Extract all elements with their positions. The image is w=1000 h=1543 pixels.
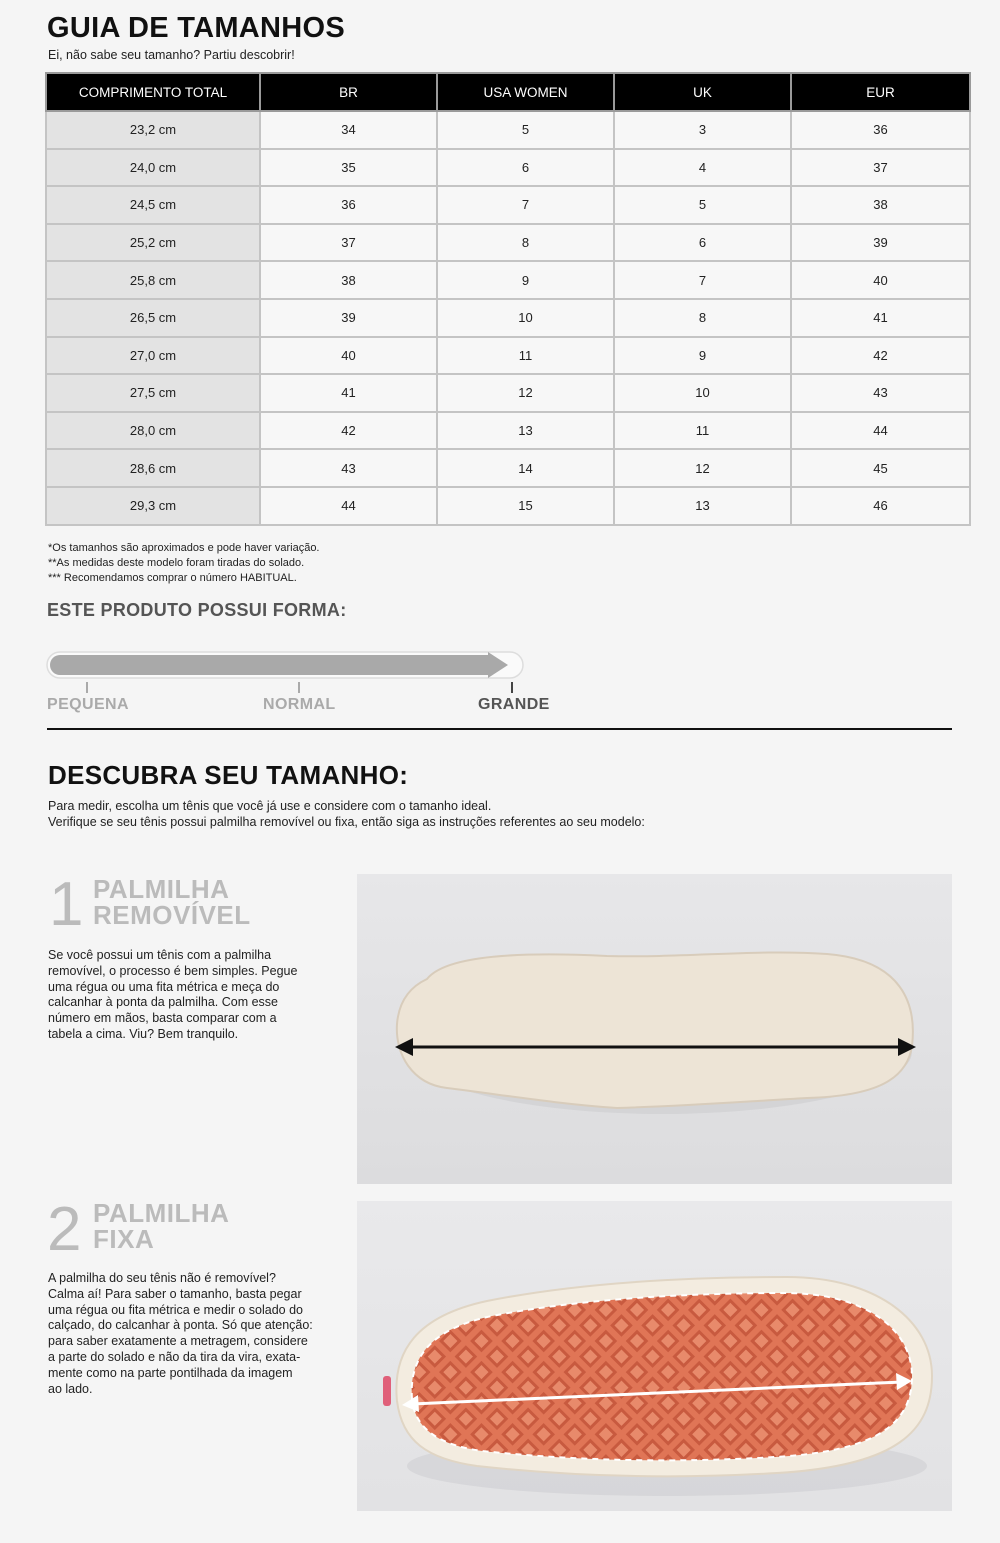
column-header-uk: UK: [614, 73, 791, 111]
cell-usa-women: 11: [437, 337, 614, 375]
note: *Os tamanhos são aproximados e pode haver variação.: [48, 542, 320, 554]
intro-line: Verifique se seu tênis possui palmilha removível ou fixa, então siga as instruções referentes ao seu modelo:: [48, 815, 645, 829]
cell-length: 26,5 cm: [46, 299, 260, 337]
cell-length: 27,0 cm: [46, 337, 260, 375]
table-row: [46, 337, 970, 375]
table-row: [46, 111, 970, 149]
size-table: [45, 72, 971, 526]
intro-line: Para medir, escolha um tênis que você já use e considere com o tamanho ideal.: [48, 799, 492, 813]
cell-uk: 7: [614, 261, 791, 299]
cell-uk: 8: [614, 299, 791, 337]
column-header-br: BR: [260, 73, 437, 111]
outsole-photo: [357, 1201, 952, 1511]
cell-eur: 43: [791, 374, 970, 412]
cell-usa-women: 6: [437, 149, 614, 187]
cell-eur: 36: [791, 111, 970, 149]
cell-br: 42: [260, 412, 437, 450]
cell-uk: 11: [614, 412, 791, 450]
cell-length: 25,8 cm: [46, 261, 260, 299]
text-line: tabela a cima. Viu? Bem tranquilo.: [48, 1026, 239, 1041]
table-row: [46, 412, 970, 450]
step-title-line: REMOVÍVEL: [93, 900, 251, 930]
table-row: [46, 487, 970, 525]
cell-usa-women: 10: [437, 299, 614, 337]
table-body: [46, 111, 970, 525]
cell-br: 38: [260, 261, 437, 299]
cell-br: 40: [260, 337, 437, 375]
cell-eur: 38: [791, 186, 970, 224]
cell-eur: 42: [791, 337, 970, 375]
cell-br: 35: [260, 149, 437, 187]
cell-uk: 3: [614, 111, 791, 149]
notes: [48, 541, 320, 586]
cell-length: 28,0 cm: [46, 412, 260, 450]
column-header-eur: EUR: [791, 73, 970, 111]
table-row: [46, 299, 970, 337]
cell-length: 29,3 cm: [46, 487, 260, 525]
cell-br: 43: [260, 449, 437, 487]
cell-uk: 9: [614, 337, 791, 375]
text-line: calcanhar à ponta da palmilha. Com esse: [48, 995, 278, 1010]
text-line: mente como na parte pontilhada da imagem: [48, 1365, 293, 1380]
fit-label-normal: NORMAL: [263, 696, 336, 713]
step-title-line: PALMILHA: [93, 1198, 230, 1228]
cell-usa-women: 8: [437, 224, 614, 262]
cell-uk: 6: [614, 224, 791, 262]
cell-br: 36: [260, 186, 437, 224]
cell-br: 37: [260, 224, 437, 262]
step-number: 2: [47, 1195, 82, 1264]
table-row: [46, 224, 970, 262]
text-line: para saber exatamente a metragem, considere: [48, 1334, 308, 1349]
fit-section-title: ESTE PRODUTO POSSUI FORMA:: [47, 600, 347, 620]
cell-eur: 39: [791, 224, 970, 262]
cell-uk: 13: [614, 487, 791, 525]
text-line: A palmilha do seu tênis não é removível?: [48, 1271, 276, 1285]
text-line: Se você possui um tênis com a palmilha: [48, 948, 272, 962]
step-description: [48, 948, 323, 1043]
cell-br: 39: [260, 299, 437, 337]
text-line: uma régua ou fita métrica e medir o solado do: [48, 1302, 303, 1317]
cell-eur: 45: [791, 449, 970, 487]
step-title: [93, 876, 251, 928]
step-description: [48, 1271, 323, 1397]
cell-eur: 40: [791, 261, 970, 299]
cell-usa-women: 7: [437, 186, 614, 224]
text-line: removível, o processo é bem simples. Pegue: [48, 963, 298, 978]
cell-length: 24,0 cm: [46, 149, 260, 187]
cell-eur: 46: [791, 487, 970, 525]
cell-usa-women: 5: [437, 111, 614, 149]
fit-tick-small: [86, 682, 88, 693]
cell-usa-women: 15: [437, 487, 614, 525]
table-row: [46, 149, 970, 187]
section-divider: [47, 728, 952, 730]
text-line: Calma aí! Para saber o tamanho, basta pegar: [48, 1286, 302, 1301]
insole-photo: [357, 874, 952, 1184]
cell-br: 41: [260, 374, 437, 412]
page-subtitle: Ei, não sabe seu tamanho? Partiu descobrir!: [48, 48, 295, 62]
cell-uk: 12: [614, 449, 791, 487]
discover-intro: [48, 798, 645, 830]
cell-uk: 5: [614, 186, 791, 224]
column-header-length: COMPRIMENTO TOTAL: [46, 73, 260, 111]
fit-label-large: GRANDE: [478, 696, 550, 713]
text-line: a parte do solado e não da tira da vira, exata-: [48, 1349, 301, 1364]
cell-uk: 10: [614, 374, 791, 412]
page-title: GUIA DE TAMANHOS: [47, 12, 346, 44]
cell-length: 23,2 cm: [46, 111, 260, 149]
fit-scale-fill: [50, 652, 508, 678]
step-title-line: FIXA: [93, 1224, 155, 1254]
cell-eur: 37: [791, 149, 970, 187]
step-number: 1: [49, 870, 84, 939]
table-row: [46, 186, 970, 224]
cell-length: 24,5 cm: [46, 186, 260, 224]
text-line: ao lado.: [48, 1381, 93, 1396]
cell-length: 27,5 cm: [46, 374, 260, 412]
text-line: uma régua ou uma fita métrica e meça do: [48, 979, 280, 994]
step-title: [93, 1200, 229, 1252]
cell-uk: 4: [614, 149, 791, 187]
fit-label-small: PEQUENA: [47, 696, 129, 713]
table-row: [46, 449, 970, 487]
cell-length: 28,6 cm: [46, 449, 260, 487]
table-row: [46, 374, 970, 412]
fit-scale-bar: [46, 651, 524, 679]
column-header-usa-women: USA WOMEN: [437, 73, 614, 111]
table-row: [46, 261, 970, 299]
text-line: número em mãos, basta comparar com a: [48, 1011, 277, 1026]
note: **As medidas deste modelo foram tiradas do solado.: [48, 557, 305, 569]
cell-br: 44: [260, 487, 437, 525]
cell-usa-women: 12: [437, 374, 614, 412]
cell-usa-women: 14: [437, 449, 614, 487]
cell-eur: 44: [791, 412, 970, 450]
cell-br: 34: [260, 111, 437, 149]
table-header-row: [46, 73, 970, 111]
cell-usa-women: 9: [437, 261, 614, 299]
text-line: calçado, do calcanhar à ponta. Só que atenção:: [48, 1318, 313, 1333]
step-title-line: PALMILHA: [93, 874, 230, 904]
fit-tick-normal: [298, 682, 300, 693]
cell-eur: 41: [791, 299, 970, 337]
cell-usa-women: 13: [437, 412, 614, 450]
discover-title: DESCUBRA SEU TAMANHO:: [48, 760, 409, 790]
cell-length: 25,2 cm: [46, 224, 260, 262]
fit-tick-large: [511, 682, 513, 693]
note: *** Recomendamos comprar o número HABITUAL.: [48, 572, 297, 584]
